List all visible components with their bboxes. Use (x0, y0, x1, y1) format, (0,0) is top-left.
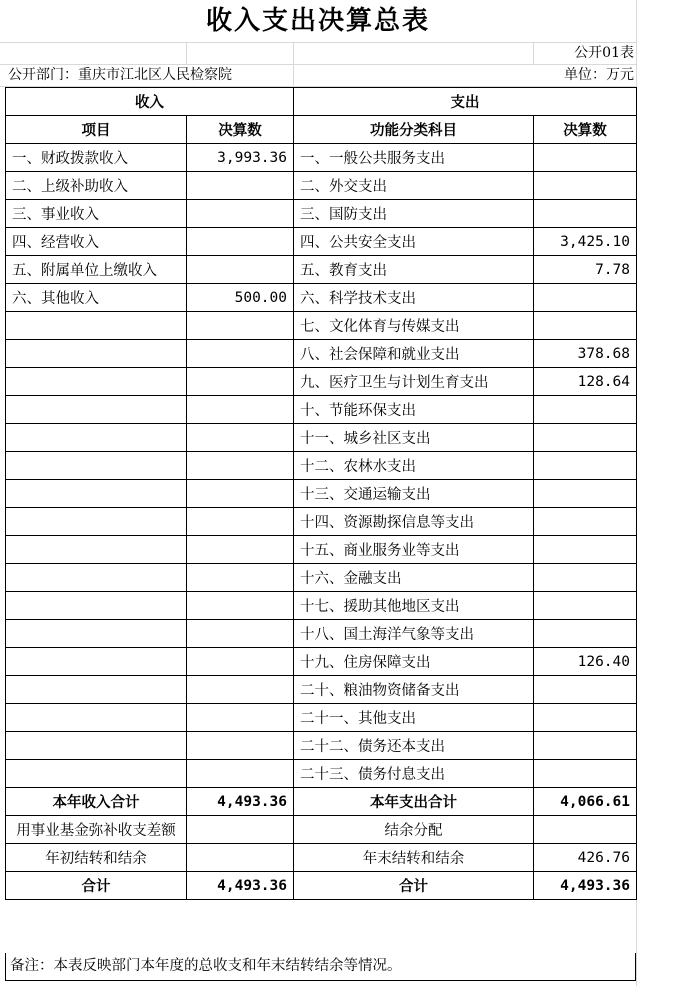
summary-row (6, 788, 637, 816)
expense-amount-cell: 3,425.10 (534, 228, 637, 256)
summary-income-amount (187, 816, 294, 844)
expense-item-cell: 十六、金融支出 (294, 564, 534, 592)
expense-amount-cell (534, 312, 637, 340)
table-row (6, 424, 637, 452)
amount-header: 决算数 (187, 116, 294, 144)
expense-item-cell: 十二、农林水支出 (294, 452, 534, 480)
income-item-cell (6, 676, 187, 704)
expense-item-cell: 十三、交通运输支出 (294, 480, 534, 508)
income-amount-cell (187, 424, 294, 452)
expense-item-cell: 十、节能环保支出 (294, 396, 534, 424)
expense-amount-cell (534, 620, 637, 648)
income-item-cell: 四、经营收入 (6, 228, 187, 256)
expense-amount-cell (534, 424, 637, 452)
expense-item-cell: 十八、国土海洋气象等支出 (294, 620, 534, 648)
amount-header: 决算数 (534, 116, 637, 144)
expense-amount-cell (534, 172, 637, 200)
table-row (6, 648, 637, 676)
income-amount-cell (187, 312, 294, 340)
table-row (6, 396, 637, 424)
income-amount-cell (187, 228, 294, 256)
expense-item-cell: 六、科学技术支出 (294, 284, 534, 312)
expense-amount-cell: 7.78 (534, 256, 637, 284)
income-amount-cell (187, 564, 294, 592)
income-item-cell (6, 620, 187, 648)
expense-amount-cell (534, 592, 637, 620)
income-item-cell: 五、附属单位上缴收入 (6, 256, 187, 284)
table-row (6, 340, 637, 368)
expense-header: 支出 (294, 88, 637, 116)
expense-item-cell: 十九、住房保障支出 (294, 648, 534, 676)
unit-label: 单位：万元 (564, 67, 634, 83)
expense-amount-cell (534, 704, 637, 732)
summary-expense-label: 年末结转和结余 (294, 844, 534, 872)
income-amount-cell (187, 704, 294, 732)
expense-amount-cell: 128.64 (534, 368, 637, 396)
income-item-cell (6, 592, 187, 620)
note-text: 备注：本表反映部门本年度的总收支和年末结转结余等情况。 (5, 953, 636, 981)
department-label: 公开部门：重庆市江北区人民检察院 (8, 67, 232, 83)
table-row (6, 760, 637, 788)
form-code: 公开01表 (574, 45, 634, 61)
summary-income-amount: 4,493.36 (187, 872, 294, 900)
expense-item-cell: 八、社会保障和就业支出 (294, 340, 534, 368)
income-amount-cell (187, 592, 294, 620)
grid-line (293, 42, 294, 86)
income-amount-cell (187, 172, 294, 200)
summary-expense-amount (534, 816, 637, 844)
table-row (6, 704, 637, 732)
expense-item-cell: 二十一、其他支出 (294, 704, 534, 732)
expense-item-cell: 五、教育支出 (294, 256, 534, 284)
summary-income-label: 合计 (6, 872, 187, 900)
grid-line (186, 42, 187, 64)
table-row (6, 368, 637, 396)
income-amount-cell (187, 340, 294, 368)
grid-line (0, 42, 636, 43)
income-item-cell: 一、财政拨款收入 (6, 144, 187, 172)
income-amount-cell (187, 368, 294, 396)
summary-expense-label: 结余分配 (294, 816, 534, 844)
grid-line (533, 42, 534, 64)
expense-amount-cell (534, 508, 637, 536)
income-item-cell (6, 312, 187, 340)
summary-income-amount (187, 844, 294, 872)
income-item-cell (6, 340, 187, 368)
income-amount-cell (187, 396, 294, 424)
expense-amount-cell (534, 452, 637, 480)
expense-amount-cell (534, 536, 637, 564)
table-row (6, 312, 637, 340)
table-row (6, 480, 637, 508)
item-header: 项目 (6, 116, 187, 144)
income-item-cell: 六、其他收入 (6, 284, 187, 312)
expense-item-cell: 九、医疗卫生与计划生育支出 (294, 368, 534, 396)
income-item-cell: 二、上级补助收入 (6, 172, 187, 200)
table-row (6, 256, 637, 284)
income-item-cell (6, 564, 187, 592)
income-amount-cell (187, 536, 294, 564)
table-row (6, 620, 637, 648)
expense-amount-cell (534, 564, 637, 592)
expense-item-cell: 一、一般公共服务支出 (294, 144, 534, 172)
summary-row (6, 816, 637, 844)
expense-amount-cell (534, 284, 637, 312)
income-item-cell (6, 368, 187, 396)
income-amount-cell (187, 676, 294, 704)
expense-item-cell: 二十二、债务还本支出 (294, 732, 534, 760)
table-row (6, 732, 637, 760)
expense-amount-cell (534, 144, 637, 172)
expense-amount-cell (534, 200, 637, 228)
expense-item-cell: 十七、援助其他地区支出 (294, 592, 534, 620)
table-row (6, 536, 637, 564)
income-amount-cell (187, 256, 294, 284)
expense-amount-cell (534, 480, 637, 508)
expense-amount-cell (534, 732, 637, 760)
table-row (6, 200, 637, 228)
income-header: 收入 (6, 88, 294, 116)
expense-item-cell: 十四、资源勘探信息等支出 (294, 508, 534, 536)
expense-item-cell: 十五、商业服务业等支出 (294, 536, 534, 564)
income-item-cell: 三、事业收入 (6, 200, 187, 228)
table-row (6, 144, 637, 172)
summary-row (6, 844, 637, 872)
income-item-cell (6, 452, 187, 480)
table-row (6, 564, 637, 592)
summary-expense-amount: 4,493.36 (534, 872, 637, 900)
table-row (6, 284, 637, 312)
income-item-cell (6, 648, 187, 676)
income-amount-cell: 3,993.36 (187, 144, 294, 172)
table-row (6, 676, 637, 704)
income-amount-cell (187, 648, 294, 676)
income-item-cell (6, 508, 187, 536)
expense-amount-cell (534, 676, 637, 704)
income-amount-cell (187, 508, 294, 536)
income-item-cell (6, 480, 187, 508)
category-header: 功能分类科目 (294, 116, 534, 144)
income-amount-cell: 500.00 (187, 284, 294, 312)
page-title: 收入支出决算总表 (205, 6, 430, 36)
summary-income-label: 本年收入合计 (6, 788, 187, 816)
income-item-cell (6, 396, 187, 424)
table-row (6, 508, 637, 536)
expense-amount-cell (534, 760, 637, 788)
expense-item-cell: 三、国防支出 (294, 200, 534, 228)
summary-income-label: 用事业基金弥补收支差额 (6, 816, 187, 844)
table-header-row (6, 88, 637, 116)
income-item-cell (6, 536, 187, 564)
expense-amount-cell: 378.68 (534, 340, 637, 368)
expense-amount-cell (534, 396, 637, 424)
summary-income-amount: 4,493.36 (187, 788, 294, 816)
expense-item-cell: 七、文化体育与传媒支出 (294, 312, 534, 340)
summary-expense-label: 本年支出合计 (294, 788, 534, 816)
table-row (6, 592, 637, 620)
income-amount-cell (187, 760, 294, 788)
expense-item-cell: 二十三、债务付息支出 (294, 760, 534, 788)
expense-item-cell: 十一、城乡社区支出 (294, 424, 534, 452)
expense-item-cell: 二、外交支出 (294, 172, 534, 200)
expense-item-cell: 四、公共安全支出 (294, 228, 534, 256)
summary-expense-label: 合计 (294, 872, 534, 900)
table-row (6, 452, 637, 480)
budget-table (5, 87, 637, 900)
income-amount-cell (187, 620, 294, 648)
summary-row (6, 872, 637, 900)
summary-expense-amount: 426.76 (534, 844, 637, 872)
income-item-cell (6, 424, 187, 452)
income-amount-cell (187, 452, 294, 480)
table-row (6, 228, 637, 256)
income-amount-cell (187, 480, 294, 508)
income-item-cell (6, 732, 187, 760)
summary-expense-amount: 4,066.61 (534, 788, 637, 816)
income-item-cell (6, 704, 187, 732)
expense-amount-cell: 126.40 (534, 648, 637, 676)
income-amount-cell (187, 200, 294, 228)
income-item-cell (6, 760, 187, 788)
table-row (6, 172, 637, 200)
summary-income-label: 年初结转和结余 (6, 844, 187, 872)
income-amount-cell (187, 732, 294, 760)
expense-item-cell: 二十、粮油物资储备支出 (294, 676, 534, 704)
table-subheader-row (6, 116, 637, 144)
